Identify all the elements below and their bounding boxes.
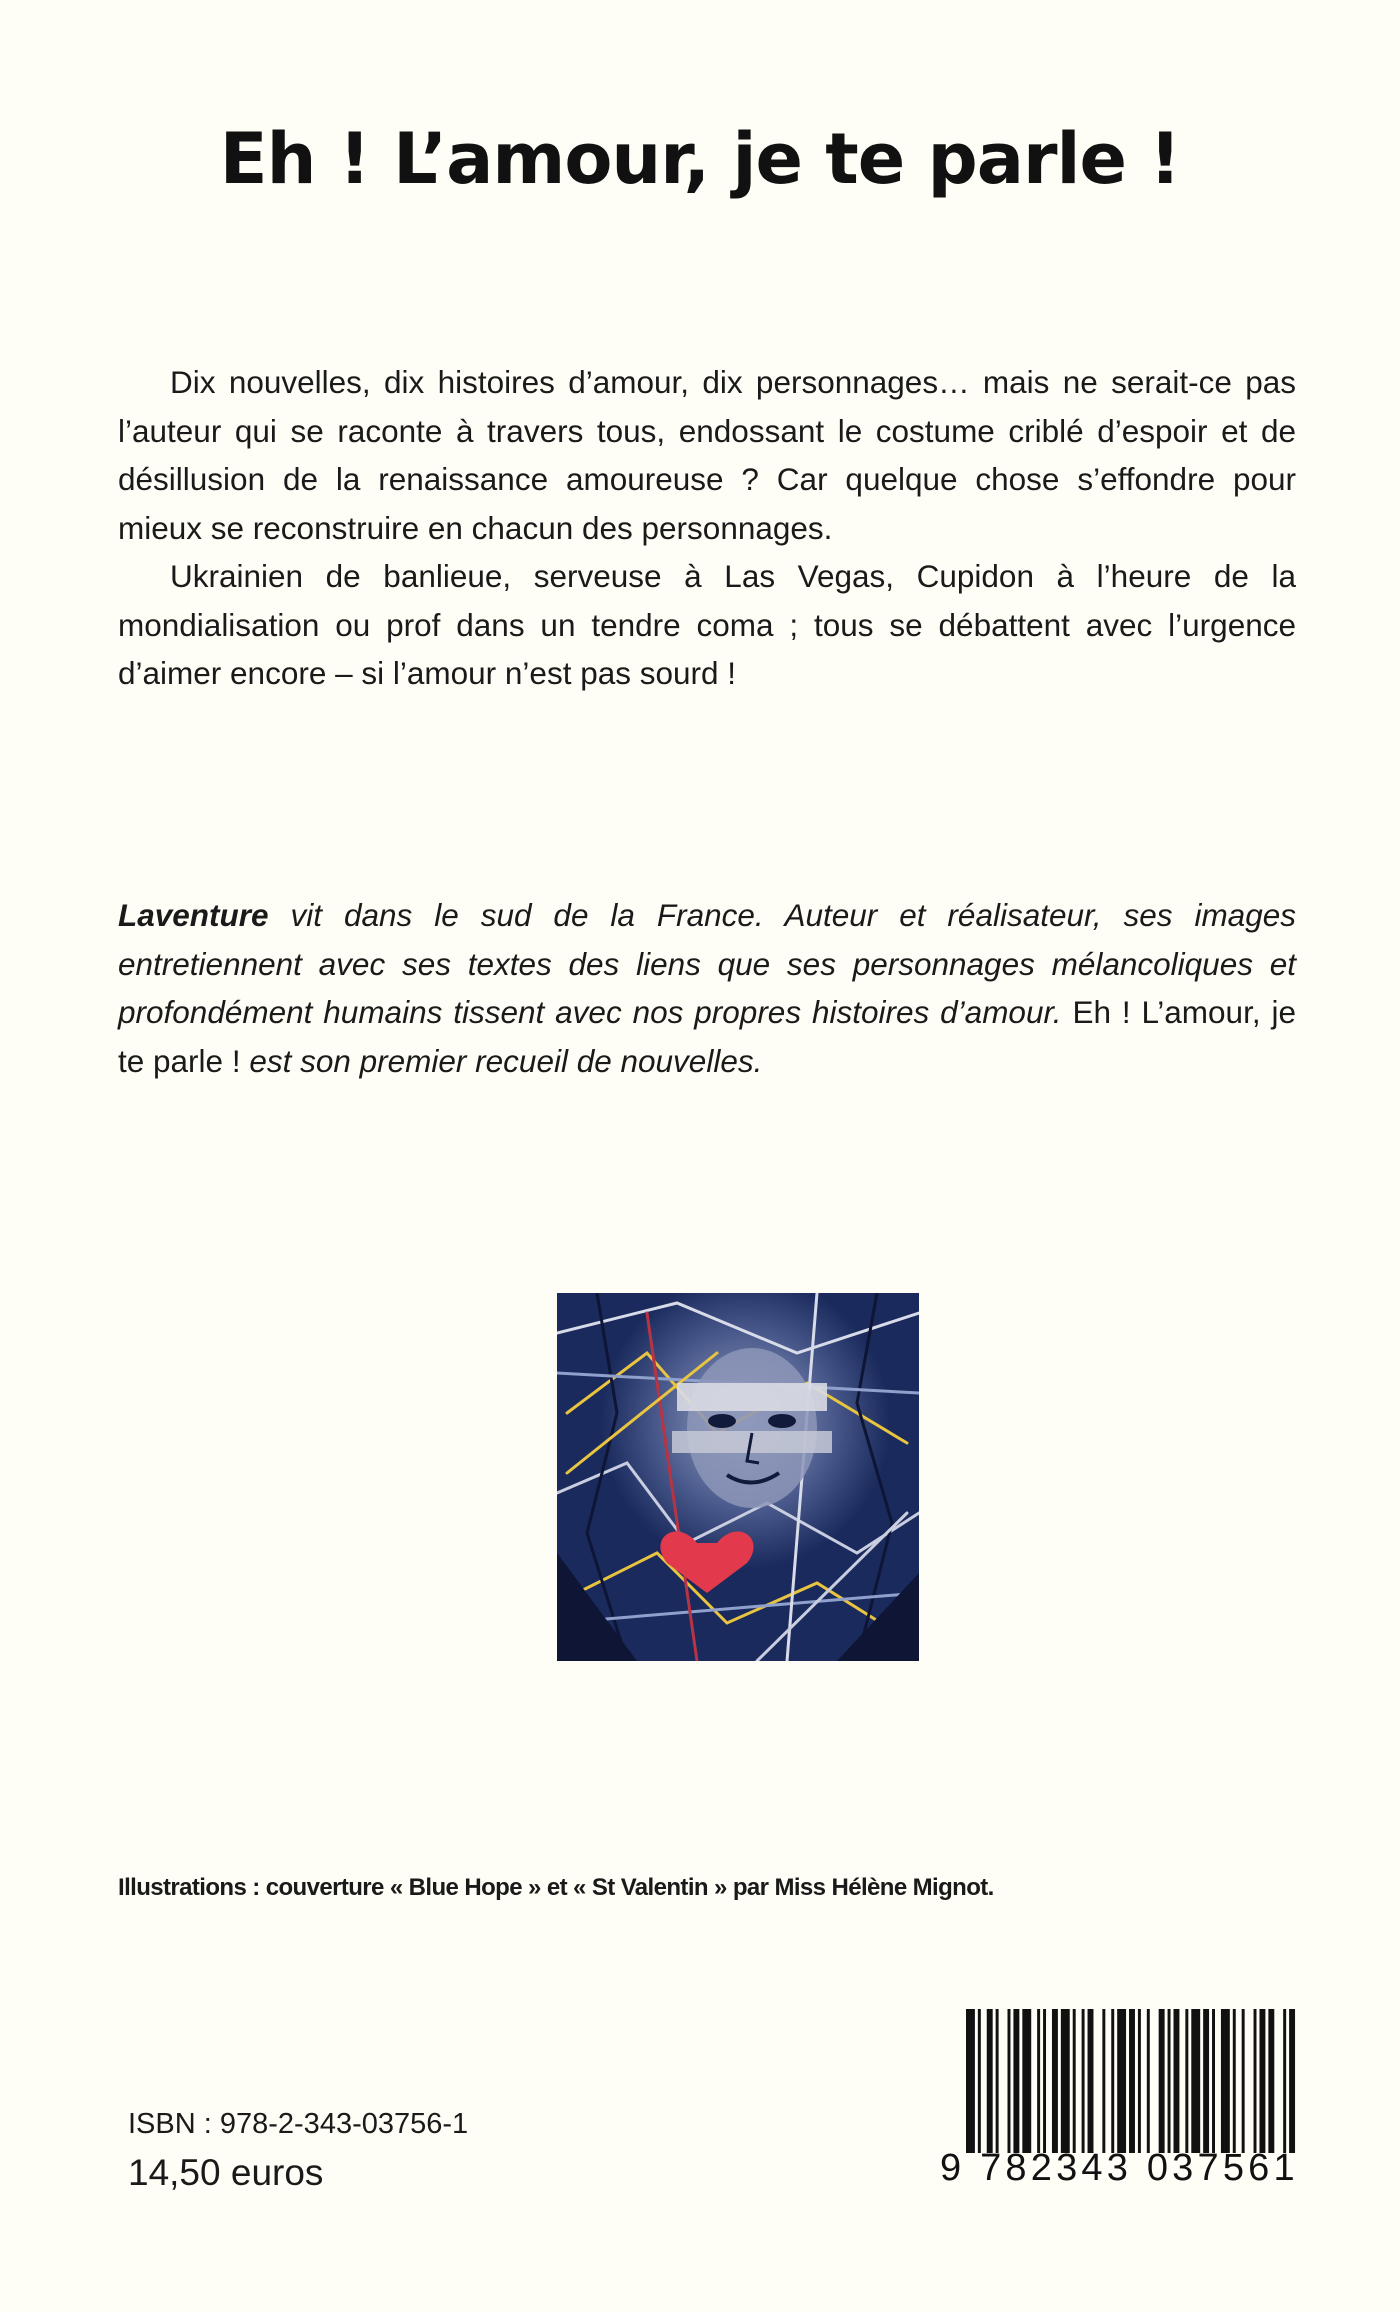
- barcode-bar: [1212, 2009, 1215, 2153]
- barcode-bar: [1168, 2009, 1171, 2153]
- barcode-bar: [1283, 2009, 1286, 2153]
- barcode-bar: [1022, 2009, 1031, 2153]
- barcode: [966, 2009, 1298, 2153]
- barcode-bar: [1102, 2009, 1105, 2153]
- barcode-bar: [1037, 2009, 1040, 2153]
- barcode-bar: [987, 2009, 993, 2153]
- barcode-bar: [1185, 2009, 1188, 2153]
- author-name: Laventure: [118, 897, 269, 933]
- barcode-bar: [1159, 2009, 1165, 2153]
- barcode-bar: [1174, 2009, 1180, 2153]
- barcode-bar: [1111, 2009, 1114, 2153]
- bio-text: vit dans le sud de la France. Auteur et réalisateur, ses images entretiennent avec ses textes des liens que ses personnages mélancoliques et profondément humains tissent avec nos propres histoires d’amour.: [118, 897, 1296, 1030]
- blurb: [118, 358, 1296, 698]
- barcode-digits: 9 782343 037561: [940, 2147, 1299, 2189]
- barcode-bar: [1191, 2009, 1200, 2153]
- bio-title-ref: Eh ! L’amour, je te parle !: [118, 994, 1296, 1079]
- barcode-bar: [1008, 2009, 1011, 2153]
- barcode-bar: [1221, 2009, 1230, 2153]
- barcode-bar: [978, 2009, 981, 2153]
- barcode-bar: [1203, 2009, 1209, 2153]
- barcode-bar: [1233, 2009, 1236, 2153]
- barcode-bar: [1073, 2009, 1076, 2153]
- barcode-bar: [1117, 2009, 1126, 2153]
- barcode-bar: [1268, 2009, 1274, 2153]
- isbn: ISBN : 978-2-343-03756-1: [128, 2108, 469, 2140]
- blurb-paragraph-1: Dix nouvelles, dix histoires d’amour, dix personnages… mais ne serait-ce pas l’auteur qui se raconte à travers tous, endossant le costume criblé d’espoir et de désillusion de la renaissance amoureuse ? Car quelque chose s’effondre pour mieux se reconstruire en chacun des personnages.: [118, 364, 1296, 546]
- illustration-credits: Illustrations : couverture « Blue Hope » et « St Valentin » par Miss Hélène Mignot.: [118, 1874, 994, 1901]
- barcode-bar: [1242, 2009, 1245, 2153]
- barcode-bar: [1254, 2009, 1257, 2153]
- barcode-bar: [1138, 2009, 1141, 2153]
- barcode-bar: [1082, 2009, 1085, 2153]
- price: 14,50 euros: [128, 2152, 324, 2193]
- barcode-bar: [1061, 2009, 1070, 2153]
- book-title: Eh ! L’amour, je te parle !: [219, 118, 1181, 200]
- author-bio: [118, 891, 1296, 1085]
- barcode-bar: [1052, 2009, 1058, 2153]
- barcode-bar: [1013, 2009, 1019, 2153]
- barcode-bar: [996, 2009, 999, 2153]
- barcode-bar: [1147, 2009, 1150, 2153]
- barcode-bar: [1043, 2009, 1046, 2153]
- blurb-paragraph-2: Ukrainien de banlieue, serveuse à Las Vegas, Cupidon à l’heure de la mondialisation ou prof dans un tendre coma ; tous se débattent avec l’urgence d’aimer encore – si l’amour n’est pas sourd !: [118, 558, 1296, 691]
- barcode-bar: [1088, 2009, 1094, 2153]
- bio-end: est son premier recueil de nouvelles.: [240, 1042, 763, 1079]
- barcode-bar: [1259, 2009, 1265, 2153]
- barcode-bar: [1289, 2009, 1295, 2153]
- barcode-bar: [966, 2009, 975, 2153]
- st-valentin-illustration: [557, 1293, 919, 1661]
- barcode-bar: [1129, 2009, 1135, 2153]
